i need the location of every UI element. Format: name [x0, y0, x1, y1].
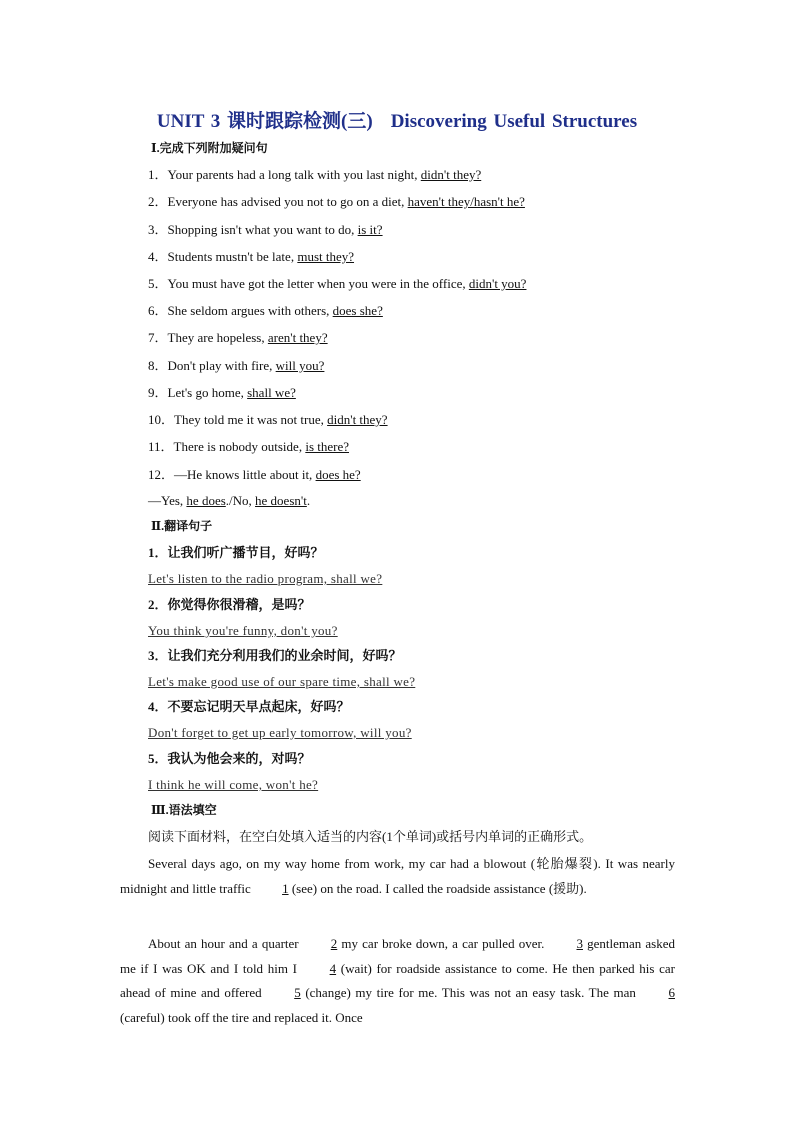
section2-heading: Ⅱ.翻译句子	[151, 519, 213, 533]
translate-question-4: 4．不要忘记明天早点起床，好吗？	[148, 699, 350, 714]
answer: didn't you?	[468, 276, 527, 291]
page-title	[0, 106, 794, 133]
translate-answer-2: You think you're funny, don't you?	[148, 623, 338, 638]
passage-paragraph-1: Several days ago, on my way home from work, my car had a blowout (轮胎爆裂). It was nearly midnight and little traffic 1 (see) on the road. I called the roadside assistance (援助).	[120, 852, 675, 901]
translate-answer-5: I think he will come, won't he?	[148, 777, 319, 792]
translate-answer-3: Let's make good use of our spare time, shall we?	[148, 674, 416, 689]
answer: haven't they/hasn't he?	[407, 194, 525, 209]
passage-paragraph-2: About an hour and a quarter 2 my car broke down, a car pulled over. 3 gentleman asked me if I was OK and I told him I 4 (wait) for roadside assistance to come. He then parked his car ahead of mine and offered 5 (change) my tire for me. This was not an easy task. The man 6 (careful) took off the tire and replaced it. Once	[120, 932, 675, 1030]
translate-question-2: 2．你觉得你很滑稽，是吗？	[148, 597, 311, 612]
answer: will you?	[275, 358, 325, 373]
question-8: 8．Don't play with fire, will you?	[148, 358, 325, 373]
title-sub: Discovering Useful Structures	[390, 111, 638, 132]
answer: shall we?	[247, 385, 296, 400]
blank-5[interactable]: 5	[294, 985, 301, 1000]
translate-answer-1: Let's listen to the radio program, shall we?	[148, 571, 383, 586]
question-2: 2．Everyone has advised you not to go on a diet, haven't they/hasn't he?	[148, 194, 525, 209]
question-11: 11．There is nobody outside, is there?	[148, 439, 349, 454]
answer: does she?	[332, 303, 383, 318]
question-10: 10．They told me it was not true, didn't they?	[148, 412, 388, 427]
answer: is there?	[305, 439, 349, 454]
question-5: 5．You must have got the letter when you were in the office, didn't you?	[148, 276, 527, 291]
answer: didn't they?	[327, 412, 388, 427]
translate-question-3: 3．让我们充分利用我们的业余时间，好吗？	[148, 648, 402, 663]
question-9: 9．Let's go home, shall we?	[148, 385, 296, 400]
translate-question-5: 5．我认为他会来的，对吗？	[148, 751, 311, 766]
title-main: UNIT 3 课时跟踪检测(三)	[156, 111, 373, 132]
question-1: 1．Your parents had a long talk with you last night, didn't they?	[148, 167, 482, 182]
answer: is it?	[357, 222, 383, 237]
translate-answer-4: Don't forget to get up early tomorrow, will you?	[148, 725, 412, 740]
question-6: 6．She seldom argues with others, does she?	[148, 303, 383, 318]
blank-1[interactable]: 1	[282, 880, 289, 896]
answer: must they?	[297, 249, 355, 264]
answer: aren't they?	[267, 330, 328, 345]
question-12: 12．—He knows little about it, does he?	[148, 467, 361, 482]
question-4: 4．Students mustn't be late, must they?	[148, 249, 355, 264]
translate-question-1: 1．让我们听广播节目，好吗？	[148, 545, 324, 560]
section3-heading: Ⅲ.语法填空	[151, 803, 217, 817]
blank-2[interactable]: 2	[330, 936, 338, 951]
answer: didn't they?	[420, 167, 482, 182]
answer: does he?	[315, 467, 361, 482]
blank-6[interactable]: 6	[668, 985, 675, 1000]
section1-heading: Ⅰ.完成下列附加疑问句	[151, 141, 268, 155]
blank-4[interactable]: 4	[329, 960, 337, 976]
question-12-reply: —Yes, he does./No, he doesn't.	[148, 493, 311, 508]
blank-3[interactable]: 3	[576, 936, 583, 951]
section3-instruction: 阅读下面材料，在空白处填入适当的内容(1个单词)或括号内单词的正确形式。	[148, 829, 593, 844]
question-7: 7．They are hopeless, aren't they?	[148, 330, 328, 345]
question-3: 3．Shopping isn't what you want to do, is it?	[148, 222, 383, 237]
